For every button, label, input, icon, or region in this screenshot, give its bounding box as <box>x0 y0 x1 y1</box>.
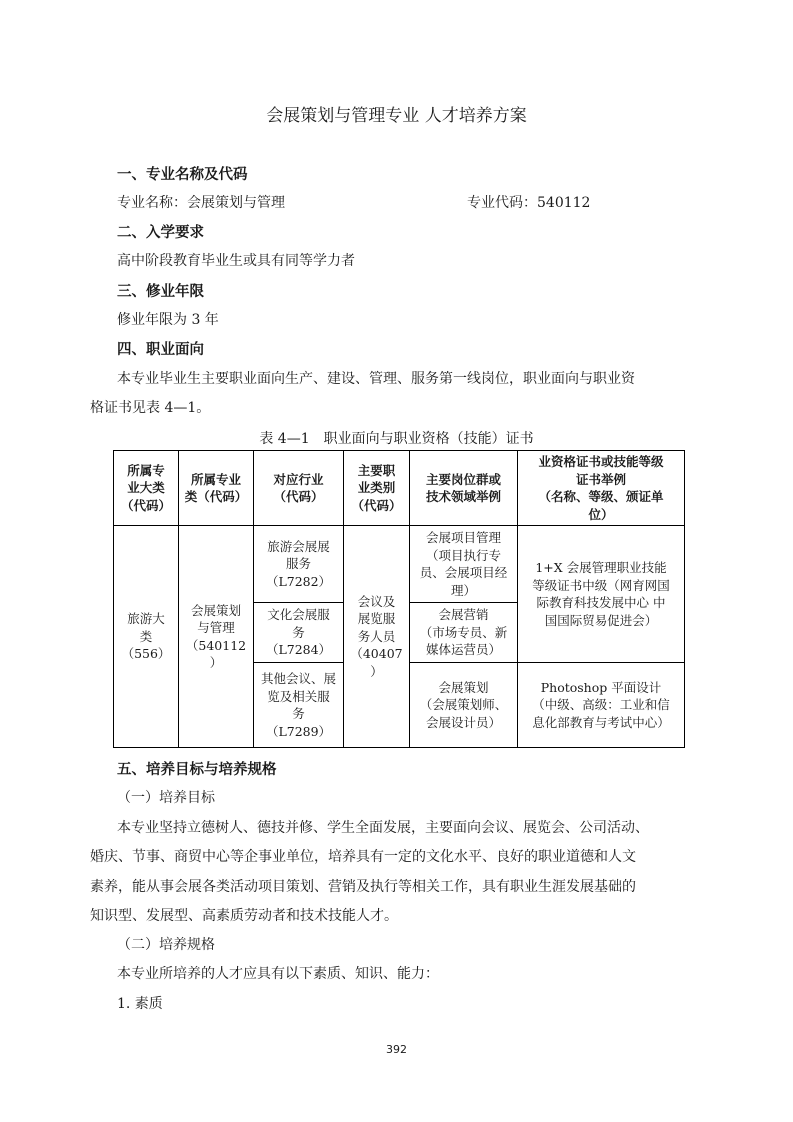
career-paragraph-line-1: 本专业毕业生主要职业面向生产、建设、管理、服务第一线岗位，职业面向与职业资 <box>117 371 635 387</box>
page-title: 会展策划与管理专业 人才培养方案 <box>266 106 527 126</box>
cell-occupation: 会议及 展览服 务人员 （40407 ） <box>344 526 410 748</box>
item-1-quality: 1. 素质 <box>117 996 163 1012</box>
cell-category: 旅游大 类 （556） <box>114 526 179 748</box>
page-number: 392 <box>386 1043 407 1056</box>
header-occupation: 主要职 业类别 （代码） <box>344 451 410 526</box>
goal-paragraph-line-3: 素养，能从事会展各类活动项目策划、营销及执行等相关工作，具有职业生涯发展基础的 <box>90 879 636 895</box>
cell-position-3: 会展策划 （会展策划师、 会展设计员） <box>410 663 518 748</box>
table-caption: 表 4—1 职业面向与职业资格（技能）证书 <box>259 431 534 447</box>
career-table <box>113 450 685 748</box>
header-category: 所属专 业大类 （代码） <box>114 451 179 526</box>
header-class: 所属专业 类（代码） <box>179 451 254 526</box>
cell-certificate-1: 1+X 会展管理职业技能 等级证书中级（网育网国 际教育科技发展中心 中 国国际贸易促进会） <box>518 526 685 663</box>
header-certificates: 业资格证书或技能等级 证书举例 （名称、等级、颁证单 位） <box>518 451 685 526</box>
cell-industry-2: 文化会展服 务 （L7284） <box>254 603 344 663</box>
goal-paragraph-line-1: 本专业坚持立德树人、德技并修、学生全面发展，主要面向会议、展览会、公司活动、 <box>117 820 649 836</box>
cell-industry-3: 其他会议、展 览及相关服 务 （L7289） <box>254 663 344 748</box>
section-3-heading: 三、修业年限 <box>117 284 204 300</box>
career-paragraph-line-2: 格证书见表 4—1。 <box>90 400 211 416</box>
section-1-heading: 一、专业名称及代码 <box>117 167 248 183</box>
section-2-heading: 二、入学要求 <box>117 225 204 241</box>
admission-text: 高中阶段教育毕业生或具有同等学力者 <box>117 253 355 269</box>
cell-position-1: 会展项目管理 （项目执行专 员、会展项目经 理） <box>410 526 518 603</box>
cell-certificate-2: Photoshop 平面设计 （中级、高级：工业和信 息化部教育与考试中心） <box>518 663 685 748</box>
section-4-heading: 四、职业面向 <box>117 342 204 358</box>
cell-industry-1: 旅游会展展 服务 （L7282） <box>254 526 344 603</box>
section-5-heading: 五、培养目标与培养规格 <box>117 762 277 778</box>
duration-text: 修业年限为 3 年 <box>117 312 219 328</box>
cell-class: 会展策划 与管理 （540112 ） <box>179 526 254 748</box>
cell-position-2: 会展营销 （市场专员、新 媒体运营员） <box>410 603 518 663</box>
header-positions: 主要岗位群或 技术领域举例 <box>410 451 518 526</box>
spec-intro-text: 本专业所培养的人才应具有以下素质、知识、能力： <box>117 966 439 982</box>
goal-paragraph-line-2: 婚庆、节事、商贸中心等企事业单位，培养具有一定的文化水平、良好的职业道德和人文 <box>90 849 636 865</box>
subsection-spec-heading: （二）培养规格 <box>117 937 215 953</box>
major-name: 专业名称：会展策划与管理 <box>117 195 285 211</box>
subsection-goal-heading: （一）培养目标 <box>117 790 215 806</box>
header-industry: 对应行业 （代码） <box>254 451 344 526</box>
goal-paragraph-line-4: 知识型、发展型、高素质劳动者和技术技能人才。 <box>90 908 398 924</box>
major-code: 专业代码：540112 <box>467 195 591 211</box>
